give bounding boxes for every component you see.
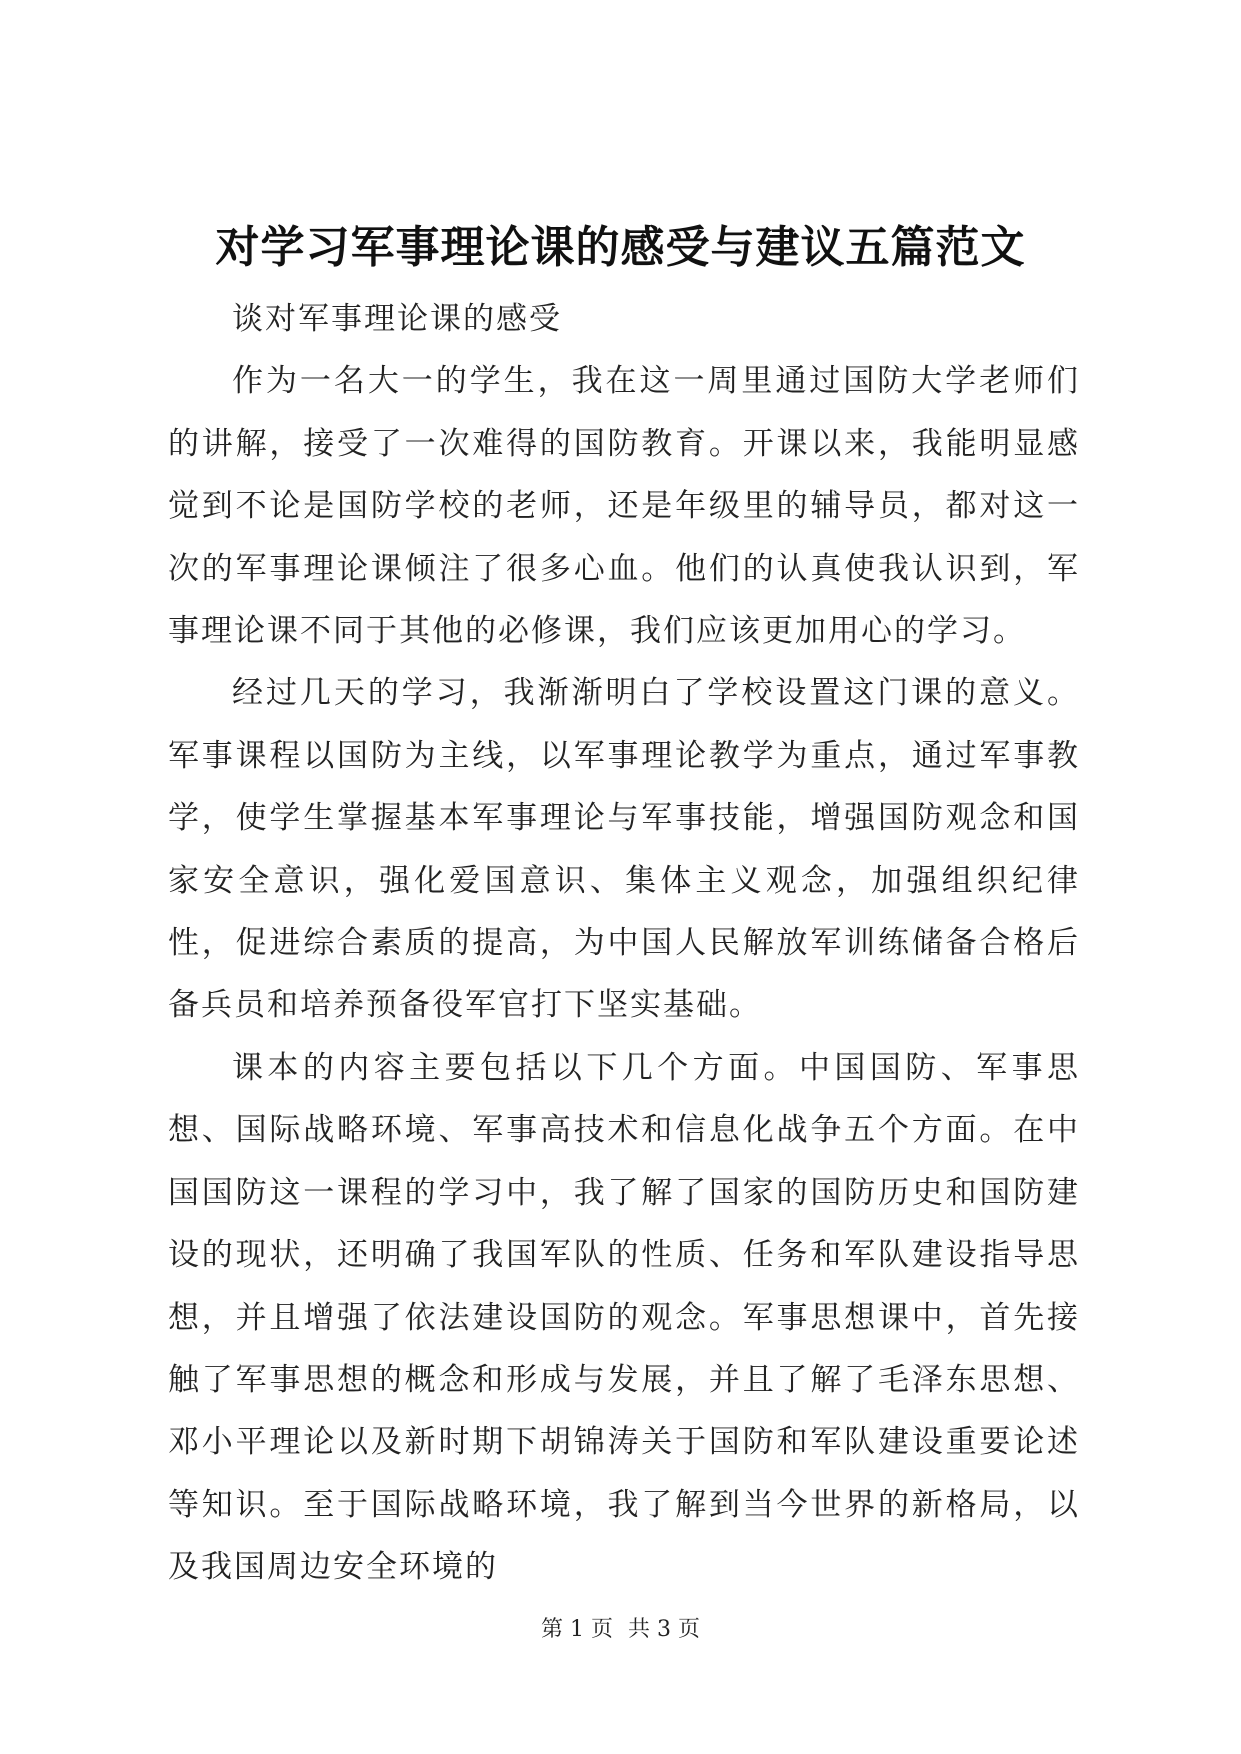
page-total: 共 3 页: [628, 1617, 700, 1642]
body-paragraph: 经过几天的学习，我渐渐明白了学校设置这门课的意义。军事课程以国防为主线，以军事理论教学为重点，通过军事教学，使学生掌握基本军事理论与军事技能，增强国防观念和国家安全意识，强化爱国意识、集体主义观念，加强组织纪律性，促进综合素质的提高，为中国人民解放军训练储备合格后备兵员和培养预备役军官打下坚实基础。: [168, 675, 1080, 1024]
body-paragraph: 作为一名大一的学生，我在这一周里通过国防大学老师们的讲解，接受了一次难得的国防教育。开课以来，我能明显感觉到不论是国防学校的老师，还是年级里的辅导员，都对这一次的军事理论课倾注了很多心血。他们的认真使我认识到，军事理论课不同于其他的必修课，我们应该更加用心的学习。: [168, 363, 1080, 650]
body-paragraph: 课本的内容主要包括以下几个方面。中国国防、军事思想、国际战略环境、军事高技术和信息化战争五个方面。在中国国防这一课程的学习中，我了解了国家的国防历史和国防建设的现状，还明确了我国军队的性质、任务和军队建设指导思想，并且增强了依法建设国防的观念。军事思想课中，首先接触了军事思想的概念和形成与发展，并且了解了毛泽东思想、邓小平理论以及新时期下胡锦涛关于国防和军队建设重要论述等知识。至于国际战略环境，我了解到当今世界的新格局，以及我国周边安全环境的: [168, 1049, 1080, 1586]
document-body: [168, 288, 1080, 1599]
section-subheading: 谈对军事理论课的感受: [232, 301, 562, 337]
page-number: 第 1 页: [541, 1617, 613, 1642]
page-footer: [0, 1615, 1241, 1645]
document-title: 对学习军事理论课的感受与建议五篇范文: [215, 222, 1026, 273]
